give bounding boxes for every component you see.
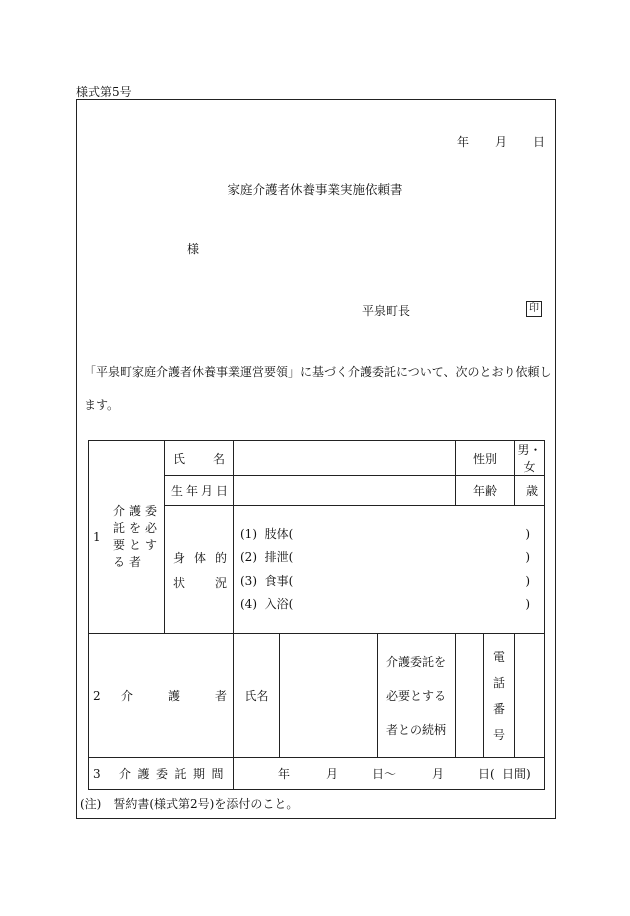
phone-char-2: 話 <box>493 675 506 690</box>
section1-label-line: る者 <box>113 555 146 569</box>
condition-item[interactable] <box>234 523 544 547</box>
document-title: 家庭介護者休養事業実施依頼書 <box>227 182 403 197</box>
date-day: 日 <box>533 135 546 149</box>
sex-field[interactable] <box>515 441 545 476</box>
relation-line-3: 者との続柄 <box>386 722 447 737</box>
sex-label: 性別 <box>456 441 515 476</box>
name-label-1: 氏 <box>173 451 186 466</box>
condition-item[interactable] <box>234 546 544 570</box>
cond-label: 肢体( <box>264 526 294 541</box>
section2-label-cell <box>89 634 234 758</box>
caregiver-name-label: 氏名 <box>234 634 280 758</box>
condition-item[interactable] <box>234 593 544 617</box>
date-year: 年 <box>457 135 470 149</box>
cond-close: ) <box>525 550 531 564</box>
cond-num: (2) <box>240 550 257 564</box>
cond-label: 入浴( <box>264 597 294 611</box>
caregiver-char-2: 護 <box>167 689 180 703</box>
body-text-line-2: ます。 <box>84 398 120 412</box>
caregiver-char-3: 者 <box>214 689 227 703</box>
note-text: (注) 誓約書(様式第2号)を添付のこと。 <box>80 797 299 811</box>
cond-close: ) <box>525 526 531 541</box>
dob-label-cell <box>165 476 234 506</box>
phone-char-3: 番 <box>493 701 506 716</box>
age-field[interactable] <box>515 476 545 506</box>
period-field[interactable] <box>234 758 545 790</box>
cond-char-1: 身 <box>173 550 186 565</box>
age-label: 年齢 <box>456 476 515 506</box>
section3-label-cell <box>89 758 234 790</box>
section1-label-line: 託を必 <box>113 521 162 535</box>
section1-label-cell <box>89 441 165 634</box>
cond-char-4: 状 <box>173 575 186 590</box>
section3-number: 3 <box>93 766 101 781</box>
relation-line-1: 介護委託を <box>386 654 447 669</box>
issuer-name: 平泉町長 <box>362 304 411 318</box>
section2-number: 2 <box>93 688 101 703</box>
cond-num: (3) <box>240 573 257 588</box>
name-field[interactable] <box>234 441 456 476</box>
period-day-start: 日～ <box>372 767 397 781</box>
cond-char-3: 的 <box>214 550 227 565</box>
relation-label-cell <box>378 634 456 758</box>
section1-label-line: 要とす <box>113 538 162 552</box>
section1-label <box>113 503 161 571</box>
caregiver-char-1: 介 <box>121 689 134 703</box>
form-number: 様式第5号 <box>76 85 132 99</box>
cond-num: (1) <box>240 526 257 541</box>
addressee-suffix: 様 <box>187 242 200 256</box>
period-year: 年 <box>278 767 291 781</box>
cond-close: ) <box>525 573 531 588</box>
cond-label: 排泄( <box>264 550 294 564</box>
phone-field[interactable] <box>515 634 545 758</box>
relation-field[interactable] <box>456 634 484 758</box>
name-label-2: 名 <box>212 451 225 466</box>
period-month-end: 月 <box>432 767 445 781</box>
condition-list <box>234 506 545 634</box>
section3-label: 介護委託期間 <box>119 767 231 781</box>
phone-char-4: 号 <box>493 727 506 742</box>
cond-char-2: 体 <box>193 550 206 565</box>
sex-value: 男・女 <box>517 443 542 474</box>
request-table <box>88 440 545 790</box>
condition-label-cell <box>165 506 234 634</box>
period-days: 日間) <box>502 767 531 781</box>
age-unit: 歳 <box>526 484 539 498</box>
phone-char-1: 電 <box>493 649 506 664</box>
date-month: 月 <box>495 135 508 149</box>
caregiver-name-field[interactable] <box>280 634 378 758</box>
phone-label-cell <box>484 634 515 758</box>
cond-num: (4) <box>240 597 257 611</box>
seal-mark: 印 <box>526 301 542 317</box>
condition-item[interactable] <box>234 570 544 594</box>
section1-number: 1 <box>93 530 101 544</box>
date-line <box>457 133 545 150</box>
body-text-line-1: 「平泉町家庭介護者休養事業運営要領」に基づく介護委託について、次のとおり依頼し <box>84 365 552 379</box>
period-day-end: 日( <box>478 767 495 781</box>
cond-close: ) <box>525 597 531 611</box>
section1-label-line: 介護委 <box>113 504 162 518</box>
dob-label: 生年月日 <box>171 484 232 498</box>
dob-field[interactable] <box>234 476 456 506</box>
relation-line-2: 必要とする <box>386 688 447 703</box>
period-month: 月 <box>326 767 339 781</box>
cond-label: 食事( <box>264 573 294 588</box>
name-label-cell <box>165 441 234 476</box>
cond-char-5: 況 <box>214 575 227 590</box>
